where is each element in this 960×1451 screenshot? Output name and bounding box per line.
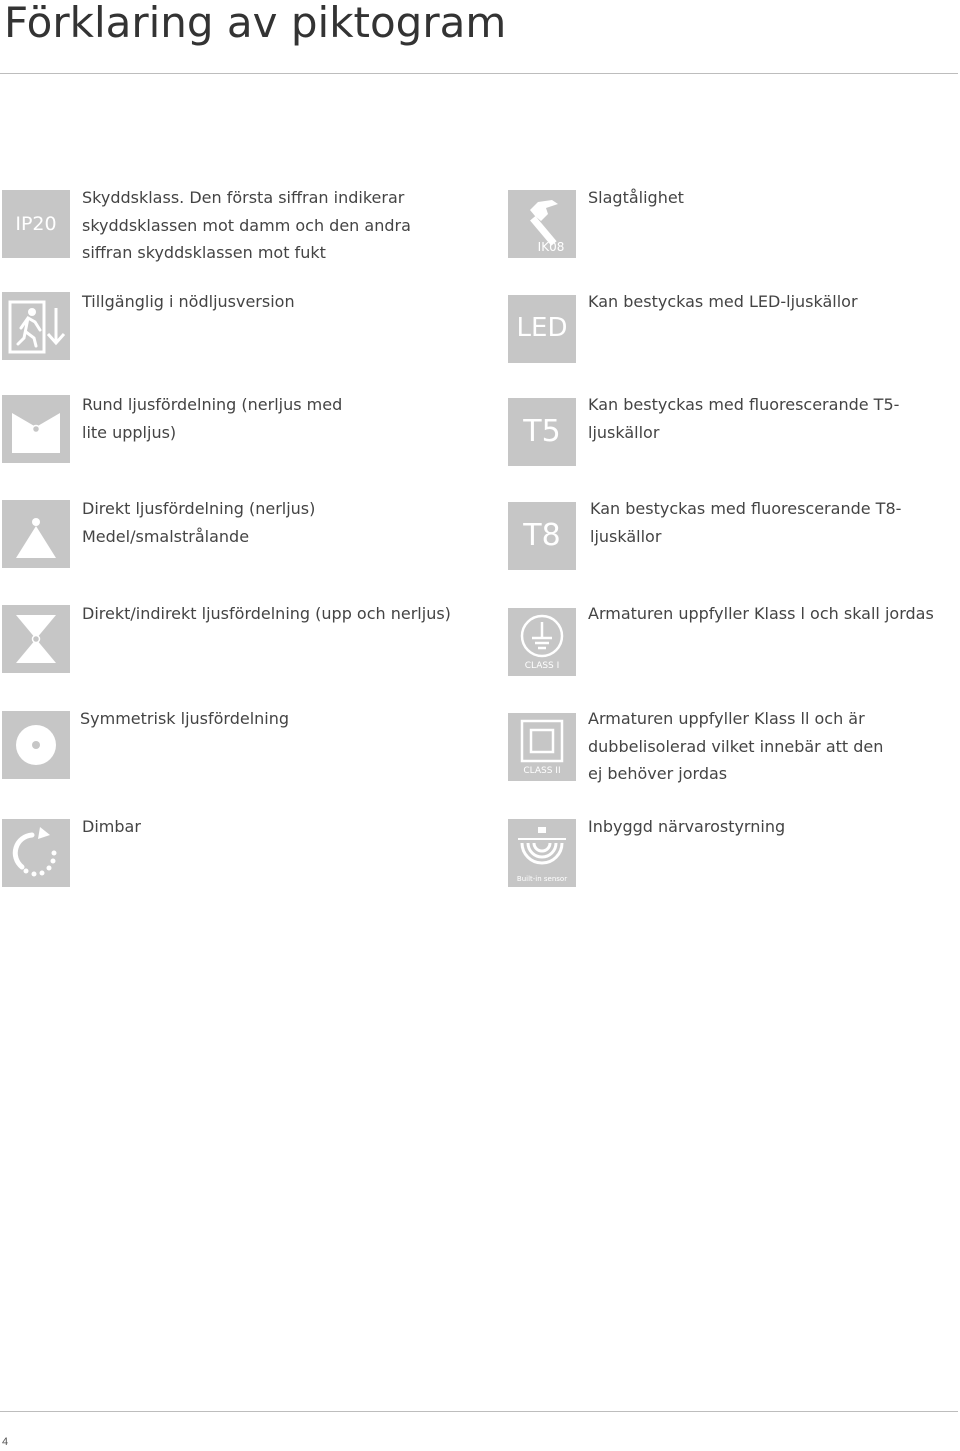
ik08-icon-label: IK08 <box>537 240 565 254</box>
round-line-1: Rund ljusfördelning (nerljus med <box>82 395 343 414</box>
direct-indirect-description <box>82 600 451 628</box>
sensor-description <box>588 813 785 841</box>
emergency-line-1: Tillgänglig i nödljusversion <box>82 292 295 311</box>
class2-line-3: ej behöver jordas <box>588 764 728 783</box>
class1-line-1: Armaturen uppfyller Klass l och skall jordas <box>588 604 934 623</box>
round-distribution-icon <box>2 395 70 463</box>
direct-distribution-icon <box>2 500 70 568</box>
class2-description <box>588 705 883 788</box>
led-line-1: Kan bestyckas med LED-ljuskällor <box>588 292 858 311</box>
led-icon-label: LED <box>516 313 568 343</box>
class2-line-1: Armaturen uppfyller Klass ll och är <box>588 709 865 728</box>
direct-indirect-line-1: Direkt/indirekt ljusfördelning (upp och nerljus) <box>82 604 451 623</box>
t8-description <box>590 495 960 550</box>
ip20-description <box>82 184 411 267</box>
emergency-exit-icon <box>2 292 70 360</box>
sensor-icon <box>508 819 576 887</box>
class1-description <box>588 600 934 628</box>
direct-line-1: Direkt ljusfördelning (nerljus) <box>82 499 316 518</box>
direct-indirect-distribution-icon <box>2 605 70 673</box>
emergency-description <box>82 288 295 316</box>
dimmable-line-1: Dimbar <box>82 817 141 836</box>
t8-icon-label: T8 <box>523 518 561 553</box>
t5-icon-label: T5 <box>523 414 561 449</box>
ip20-icon-label: IP20 <box>15 213 57 235</box>
dimmable-icon <box>2 819 70 887</box>
round-description <box>82 391 342 446</box>
ip20-icon <box>2 190 70 258</box>
ip20-line-2: skyddsklassen mot damm och den andra <box>82 215 411 235</box>
ip20-line-1: Skyddsklass. Den första siffran indikerar <box>82 188 405 207</box>
dimmable-description <box>82 813 141 841</box>
page-number: 4 <box>2 1436 9 1448</box>
ik08-line-1: Slagtålighet <box>588 188 684 207</box>
sensor-line-1: Inbyggd närvarostyrning <box>588 817 786 836</box>
t8-line-1: Kan bestyckas med fluorescerande T8-ljuskällor <box>590 499 902 546</box>
ik08-description <box>588 184 684 212</box>
round-line-2: lite uppljus) <box>82 422 177 442</box>
led-description <box>588 288 858 316</box>
direct-description <box>82 495 315 550</box>
top-divider <box>0 73 958 74</box>
symmetric-distribution-icon <box>2 711 70 779</box>
class1-icon-label: CLASS I <box>524 661 560 671</box>
t5-line-1: Kan bestyckas med fluorescerande T5-ljuskällor <box>588 395 900 442</box>
double-square-icon <box>508 713 576 781</box>
page-title: Förklaring av piktogram <box>4 0 507 47</box>
t8-icon <box>508 502 576 570</box>
class2-line-2: dubbelisolerad vilket innebär att den <box>588 736 884 756</box>
led-icon <box>508 295 576 363</box>
t5-icon <box>508 398 576 466</box>
t5-description <box>588 391 960 446</box>
symmetric-description <box>80 705 289 733</box>
sensor-icon-label: Built-in sensor <box>516 875 568 883</box>
ip20-line-3: siffran skyddsklassen mot fukt <box>82 243 326 262</box>
symmetric-line-1: Symmetrisk ljusfördelning <box>80 709 290 728</box>
class2-icon-label: CLASS II <box>523 766 561 776</box>
earth-ground-icon <box>508 608 576 676</box>
direct-line-2: Medel/smalstrålande <box>82 526 250 546</box>
hammer-icon <box>508 190 576 258</box>
bottom-divider <box>0 1411 958 1412</box>
